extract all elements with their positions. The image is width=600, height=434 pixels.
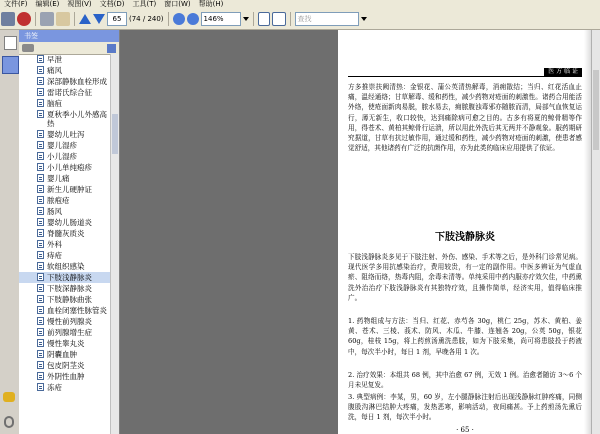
bookmark-item[interactable] xyxy=(19,250,111,261)
toolbar-divider xyxy=(168,12,169,26)
document-area xyxy=(120,30,600,434)
bookmark-label: 外科 xyxy=(47,240,62,249)
search-input[interactable]: 查找 xyxy=(295,12,359,26)
bookmark-label: 婴幼儿吐泻 xyxy=(47,130,85,139)
running-header xyxy=(348,68,582,77)
arrow-down-icon xyxy=(93,14,105,24)
bookmark-page-icon xyxy=(37,99,44,107)
page-number: · 65 · xyxy=(456,426,474,434)
comments-tab[interactable] xyxy=(3,392,15,402)
zoom-out-button[interactable] xyxy=(173,11,185,27)
page-margin-left xyxy=(120,30,338,434)
prev-page-button[interactable] xyxy=(79,11,91,27)
bookmark-page-icon xyxy=(37,130,44,138)
paragraph: 下肢浅静脉炎多见于下肢注射、外伤、感染、手术等之后，是外科门诊常见病。现代医学多用抗感染治疗，费用较贵，有一定的副作用。中医多辨证为气虚血瘀、阻络而络，热毒内阻，余毒未清等。单纯采用中药内服亦疗效欠佳，中药熏洗外治治疗下肢浅静脉炎有其独特疗效，且操作简单，经济实用，值得临床推广。 xyxy=(348,253,582,302)
bookmark-item[interactable] xyxy=(19,349,111,360)
print-button[interactable] xyxy=(1,11,15,27)
bookmark-label: 早泄 xyxy=(47,55,62,64)
bookmark-item[interactable] xyxy=(19,195,111,206)
bookmark-label: 小儿单纯疱疹 xyxy=(47,163,92,172)
bookmark-item[interactable] xyxy=(19,228,111,239)
bookmark-page-icon xyxy=(37,110,44,118)
panel-title: 书签 xyxy=(19,30,119,42)
bookmark-page-icon xyxy=(37,295,44,303)
bookmark-page-icon xyxy=(37,328,44,336)
bookmark-label: 脓疱疮 xyxy=(47,196,70,205)
bookmark-page-icon xyxy=(37,55,44,63)
bookmark-page-icon xyxy=(37,350,44,358)
bookmark-item[interactable] xyxy=(19,87,111,98)
bookmark-item[interactable] xyxy=(19,65,111,76)
bookmark-label: 慢性睾丸炎 xyxy=(47,339,85,348)
bookmark-item[interactable] xyxy=(19,98,111,109)
section-title: 下肢浅静脉炎 xyxy=(435,232,495,243)
bookmark-label: 婴儿痛 xyxy=(47,174,70,183)
fit-page-button[interactable] xyxy=(258,11,270,27)
mail-icon xyxy=(17,12,31,26)
save-copy-button[interactable] xyxy=(40,11,54,27)
disk-icon xyxy=(40,12,54,26)
bookmark-item[interactable] xyxy=(19,109,111,129)
bookmark-list xyxy=(19,54,111,434)
bookmark-label: 慢性前列腺炎 xyxy=(47,317,92,326)
bookmark-item[interactable] xyxy=(19,360,111,371)
paragraph: 3. 典型病例：李某，男，60 岁，左小腿静脉注射后出现浅静脉红肿疼痛，同侧腹股沟淋巴结肿大疼痛，发热恶寒，影响活动，夜间痛甚。予上药煎汤先熏后洗，每日 1 剂，每次半小时。 xyxy=(348,393,582,422)
bookmark-page-icon xyxy=(37,174,44,182)
bookmark-item[interactable] xyxy=(19,151,111,162)
bookmark-item[interactable] xyxy=(19,261,111,272)
bookmark-label: 下肢深静脉炎 xyxy=(47,284,92,293)
bookmark-page-icon xyxy=(37,185,44,193)
hand-tool-button[interactable] xyxy=(56,11,70,27)
bookmark-page-icon xyxy=(37,141,44,149)
bookmark-label: 夏秋季小儿外感高热 xyxy=(47,110,107,128)
email-button[interactable] xyxy=(17,11,31,27)
toolbar-divider xyxy=(74,12,75,26)
bookmark-item[interactable] xyxy=(19,327,111,338)
bookmark-page-icon xyxy=(37,273,44,281)
bookmark-page-icon xyxy=(37,77,44,85)
bookmark-page-icon xyxy=(37,361,44,369)
bookmark-item[interactable] xyxy=(19,206,111,217)
bookmark-page-icon xyxy=(37,262,44,270)
bookmark-label: 下肢静脉曲张 xyxy=(47,295,92,304)
bookmark-item[interactable] xyxy=(19,305,111,316)
bookmark-item[interactable] xyxy=(19,316,111,327)
scroll-thumb[interactable] xyxy=(112,114,118,154)
menu-document[interactable]: 文档(D) xyxy=(99,0,125,8)
attachments-tab[interactable] xyxy=(4,416,14,428)
paragraph: 1. 药物组成与方法：当归、红花、赤芍各 30g，桃仁 25g，苏木、黄柏、姜黄、苍术、三棱、莪术、防风、木瓜、牛膝、连翘各 20g，公英 50g，银花 60g，桂枝 15g，将上药煎汤熏洗患肢，如为下肢采集，尚可将患肢投于药液中，每次半小时，每日 1 剂，早晚各用 1 次。 xyxy=(348,317,582,356)
bookmark-item[interactable] xyxy=(19,382,111,393)
bookmark-item[interactable] xyxy=(19,371,111,382)
bookmark-page-icon xyxy=(37,240,44,248)
printer-icon xyxy=(1,12,15,26)
bookmark-label: 深部静脉血栓形成 xyxy=(47,77,107,86)
bookmark-page-icon xyxy=(37,66,44,74)
toolbar-divider xyxy=(35,12,36,26)
bookmark-item[interactable] xyxy=(19,217,111,228)
bookmark-label: 软组织感染 xyxy=(47,262,85,271)
toolbar xyxy=(0,9,600,30)
search-dropdown[interactable] xyxy=(361,11,367,27)
toolbar-divider xyxy=(290,12,291,26)
bookmark-label: 包皮阴茎炎 xyxy=(47,361,85,370)
bookmark-label: 前列腺增生症 xyxy=(47,328,92,337)
bookmark-page-icon xyxy=(37,163,44,171)
bookmark-page-icon xyxy=(37,383,44,391)
bookmark-label: 肠风 xyxy=(47,207,62,216)
bookmark-label: 痛风 xyxy=(47,66,62,75)
bookmark-item[interactable] xyxy=(19,162,111,173)
bookmark-label: 下肢浅静脉炎 xyxy=(47,273,92,282)
document-scrollbar[interactable] xyxy=(591,30,600,434)
navigation-rail xyxy=(0,30,20,434)
paragraph: 方多推崇扶阙清热：金银花、蒲公英清热解毒，消痈散结；当归、红花活血止痛，温经通络；甘草解毒、缓和药性，减少药物对疮面的刺激性。诸药合用能活外络，使疮面新肉易脱，脓水易去，痈脓腹浊毒邪亦随脓而清，局部气血恢复运行，薄无新生，收口较快，达到痛除病可愈之目的。古多有将夏的鲸骨精等作用，得苍术、黄柏其鲸骨行运溃，所以用此外洗后其无两并不静观象。服药期研究据道，甘草有抗过敏作用，通过缓和药性，减少药物对疮面的刺激，使患者感觉舒适，其他诸药有广泛的抗菌作用，亦为此类的临床应用提供了依证。 xyxy=(348,83,582,153)
fit-page-icon xyxy=(258,12,270,26)
bookmark-label: 痔疮 xyxy=(47,251,62,260)
zoom-in-button[interactable] xyxy=(187,11,199,27)
arrow-up-icon xyxy=(79,14,91,24)
fit-width-icon xyxy=(272,12,286,26)
bookmark-item[interactable] xyxy=(19,272,111,283)
bookmark-item[interactable] xyxy=(19,283,111,294)
bookmark-item[interactable] xyxy=(19,173,111,184)
toolbar-divider xyxy=(253,12,254,26)
bookmark-label: 新生儿硬肿证 xyxy=(47,185,92,194)
fit-width-button[interactable] xyxy=(272,11,286,27)
bookmark-label: 婴儿湿疹 xyxy=(47,141,77,150)
bookmark-page-icon xyxy=(37,284,44,292)
bookmark-item[interactable] xyxy=(19,76,111,87)
chevron-down-icon xyxy=(361,17,367,21)
bookmark-label: 冻疮 xyxy=(47,383,62,392)
menu-window[interactable]: 窗口(W) xyxy=(164,0,191,8)
bookmark-label: 阴囊血肿 xyxy=(47,350,77,359)
bookmark-label: 脊髓灰质炎 xyxy=(47,229,85,238)
bookmark-page-icon xyxy=(37,152,44,160)
bookmark-label: 血栓闭塞性脉管炎 xyxy=(47,306,107,315)
zoom-dropdown[interactable] xyxy=(243,11,249,27)
bookmark-label: 雷诺氏综合征 xyxy=(47,88,92,97)
bookmark-item[interactable] xyxy=(19,338,111,349)
next-page-button[interactable] xyxy=(93,11,105,27)
bookmark-item[interactable] xyxy=(19,129,111,140)
bookmark-label: 外阴性血肿 xyxy=(47,372,85,381)
bookmark-item[interactable] xyxy=(19,294,111,305)
bookmark-label: 脑疽 xyxy=(47,99,62,108)
menu-help[interactable]: 帮助(H) xyxy=(198,0,224,8)
bookmark-item[interactable] xyxy=(19,54,111,65)
bookmark-page-icon xyxy=(37,196,44,204)
pdf-page xyxy=(338,30,592,434)
bookmarks-tab[interactable] xyxy=(2,56,19,74)
zoom-in-icon xyxy=(187,13,199,25)
bookmark-page-icon xyxy=(37,218,44,226)
bookmark-item[interactable] xyxy=(19,140,111,151)
new-bookmark-button[interactable] xyxy=(107,44,116,53)
zoom-out-icon xyxy=(173,13,185,25)
chevron-down-icon xyxy=(243,17,249,21)
bookmark-page-icon xyxy=(37,207,44,215)
page-total: (74 / 240) xyxy=(129,15,164,23)
bookmark-label: 小儿湿疹 xyxy=(47,152,77,161)
bookmark-page-icon xyxy=(37,372,44,380)
bookmark-page-icon xyxy=(37,229,44,237)
paragraph: 2. 治疗效果：本组共 68 例，其中治愈 67 例，无效 1 例。治愈者随访 3～6 个月未见复发。 xyxy=(348,371,582,390)
bookmark-page-icon xyxy=(37,251,44,259)
zoom-input[interactable]: 146% xyxy=(201,12,241,26)
menu-bar xyxy=(0,0,600,9)
menu-view[interactable]: 视图(V) xyxy=(67,0,92,8)
bookmark-item[interactable] xyxy=(19,184,111,195)
scroll-thumb[interactable] xyxy=(593,70,599,150)
header-label: 医 方 临 证 xyxy=(544,68,582,76)
bookmark-item[interactable] xyxy=(19,239,111,250)
bookmark-page-icon xyxy=(37,339,44,347)
pages-tab[interactable] xyxy=(4,36,17,50)
bookmark-page-icon xyxy=(37,306,44,314)
bookmarks-panel xyxy=(19,30,120,434)
bookmark-page-icon xyxy=(37,317,44,325)
menu-tools[interactable]: 工具(T) xyxy=(132,0,157,8)
page-number-input[interactable]: 65 xyxy=(107,12,127,26)
bookmark-label: 婴幼儿肠道炎 xyxy=(47,218,92,227)
panel-scrollbar[interactable] xyxy=(110,54,119,434)
hand-icon xyxy=(56,12,70,26)
bookmark-page-icon xyxy=(37,88,44,96)
options-button[interactable] xyxy=(22,44,34,52)
menu-file[interactable]: 文件(F) xyxy=(4,0,28,8)
menu-edit[interactable]: 编辑(E) xyxy=(35,0,60,8)
